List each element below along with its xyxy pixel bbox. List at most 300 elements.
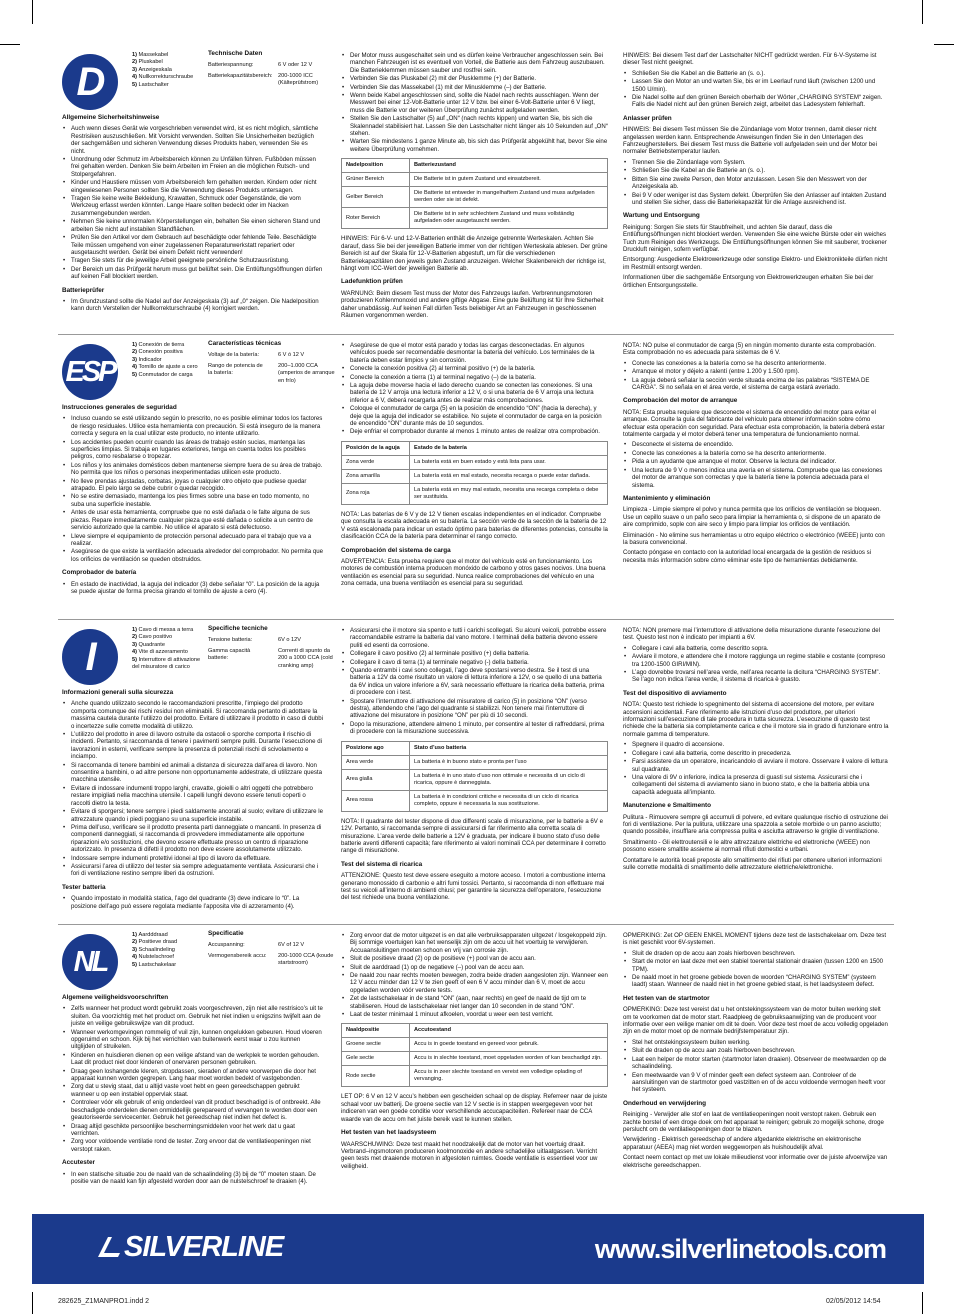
- part-label: Conexión positiva: [138, 349, 183, 356]
- part-item: [132, 932, 204, 939]
- table-header: Naaldpositie: [342, 1024, 410, 1038]
- part-number: 1): [132, 932, 139, 938]
- list-item: • De naald moet in het groene gebiede boven de woorden “CHARGING SYSTEM” (systeem laadt) staan. Wanneer de naald niet in het groene gebied staat, is het laadsysteem defect.: [623, 974, 889, 989]
- list-item: • Antes de usar esta herramienta, compruebe que no esté dañada o le falte alguna de sus piezas. Repare inmediatamente cualquier pieza que esté dañada o solicite a un centro de servicio autorizado que la cambie. No utilice el aparato si está defectuoso.: [62, 509, 324, 531]
- list-item: • Wanneer werkomgevingen rommelig of vuil zijn, kunnen ongelukken gebeuren. Houd vloeren opgeruimd en schoon. Kijk bij het verrichten van buitenwerk eerst waar u zou kunnen uitglijden of struikelen.: [62, 1029, 324, 1051]
- table-header: Stato d’uso batteria: [410, 741, 608, 755]
- part-number: 1): [132, 342, 139, 348]
- list-item: • Auch wenn dieses Gerät wie vorgeschrieben verwendet wird, ist es nicht möglich, sämtliche Restrisiken auszuschließen. Mit Vorsicht verwenden. Sollten Sie Unsicherheiten bezüglich der sachgemäßen und sicheren Verwendung dieses Produkts haben, verwenden Sie es nicht.: [62, 125, 324, 155]
- bullet-list: [62, 895, 324, 910]
- list-item: • En estado de inactividad, la aguja del indicador (3) debe señalar “0”. La posición de la aguja se puede ajustar de forma precisa girando el tornillo de ajuste a cero (4).: [62, 581, 324, 596]
- spec-value: 6V o 12V: [278, 637, 302, 644]
- part-number: 2): [132, 939, 139, 946]
- part-label: Vite di azzeramento: [138, 649, 188, 656]
- list-item: • Una lectura de 9 V o menos indica una avería en el sistema. Compruebe que las conexiones del motor de arranque son correctas y que la batería tiene la potencia adecuada para el sistema.: [623, 467, 889, 489]
- part-label: Nulstelschroef: [138, 954, 174, 961]
- part-number: 1): [132, 627, 139, 633]
- part-item: [132, 59, 204, 66]
- table-cell: Die Batterie ist in gutem Zustand und einsatzbereit.: [410, 173, 608, 187]
- crop-mark: [0, 44, 20, 45]
- part-item: [132, 364, 204, 371]
- part-item: [132, 52, 204, 59]
- bullet-list: [62, 1005, 324, 1153]
- table-row: [342, 769, 608, 790]
- list-item: • Conecte la conexión positiva (2) al terminal positivo (+) de la batería.: [341, 365, 608, 372]
- list-item: • Wenn beide Kabel angeschlossen sind, sollte die Nadel nach rechts ausschlagen. Wenn der Messwert bei einer 12-Volt-Batterie unter 12 V bzw. bei einer 6-Volt-Batterie unter 6 V liegt, muss die Batterie vor der weiteren Überprüfung zunächst aufgeladen werden.: [341, 92, 608, 114]
- section-divider: [58, 619, 894, 620]
- table-cell: Area gialla: [342, 769, 410, 790]
- part-number: 2): [132, 349, 139, 356]
- list-item: • Los niños y los animales domésticos deben mantenerse siempre fuera de su área de trabajo. No permita que los niños o personas inexperimentadas utilicen este producto.: [62, 462, 324, 477]
- part-label: Schaalindeling: [138, 946, 175, 953]
- list-item: • Asegúrese de que el motor está parado y todas las cargas desconectadas. En algunos vehículos puede ser recomendable desmontar la batería del vehículo. Los terminales de la batería deben estar limpios y sin corrosión.: [341, 342, 608, 364]
- spec-value: 200-1000 ICC (Kälteprüfstrom): [278, 72, 319, 87]
- list-item: • Arranque el motor y déjelo a ralentí (entre 1.200 y 1.500 rpm).: [623, 368, 889, 375]
- table-header: Batteriezustand: [410, 159, 608, 173]
- list-item: • Farsi assistere da un operatore, incaricandolo di avviare il motore. Osservare il valore di lettura sul quadrante.: [623, 758, 889, 773]
- specifications: [208, 625, 336, 673]
- battery-status-table: [341, 158, 608, 229]
- list-item: • Indossare sempre indumenti protettivi idonei al tipo di lavoro da effettuare.: [62, 855, 324, 862]
- list-item: • No se estire demasiado, mantenga los pies firmes sobre una base en todo momento, no suba una superficie inestable.: [62, 493, 324, 508]
- section-heading: Informazioni generali sulla sicurezza: [62, 689, 174, 696]
- table-cell: Zona verde: [342, 455, 410, 469]
- parts-and-specs: [62, 623, 333, 683]
- paragraph: Eliminación - No elimine sus herramientas u otro equipo eléctrico o electrónico (WEEE) junto con la basura convencional.: [623, 531, 885, 546]
- table-header: Nadelposition: [342, 159, 410, 173]
- table-cell: Groene sectie: [342, 1038, 410, 1052]
- bullet-list: [341, 342, 608, 436]
- parts-list: [132, 932, 204, 969]
- specifications: [208, 930, 336, 971]
- specs-title: Specificatie: [208, 930, 244, 937]
- table-row: [342, 208, 608, 229]
- parts-list: [132, 52, 204, 89]
- table-header: Accutoestand: [410, 1024, 608, 1038]
- bullet-list: [62, 700, 324, 877]
- list-item: • Una valore di 9V o inferiore, indica la presenza di guasti sul sistema. Assicurarsi che i collegamenti del sistema di avviamento siano in buono stato, e che la batteria abbia una capacità adeguata all’impianto.: [623, 774, 889, 796]
- list-item: • Zet de lastschakelaar in de stand “ON” (aan, naar rechts) en geef de naald de tijd om te stabiliseren. Houd de lastschakelaar niet langer dan 10 seconden in de stand “ON”.: [341, 995, 608, 1010]
- spec-row: [208, 953, 336, 968]
- paragraph: Reiniging - Verwijder alle stof en laat de ventilatieopeningen nooit verstopt raken. Gebruik een zachte borstel of een droge doek om het apparaat te reinigen; gebruik zo mogelijk schone, droge perslucht om de ventilatieopeningen door te blazen.: [623, 1111, 884, 1133]
- list-item: • La aguja deberá señalar la sección verde situada encima de las palabras “SISTEMA DE CARGA”. Si no señala en el área verde, el sistema de carga estará averiado.: [623, 377, 889, 392]
- section-heading: Comprobación del motor de arranque: [623, 397, 738, 405]
- specs-title: Características técnicas: [208, 340, 282, 347]
- list-item: • In een statische situatie zou de naald van de schaalindeling (3) bij de “0” moeten staan. De positie van de naald kan fijn afgesteld worden door aan de nulstelschroef te draaien (4).: [62, 1171, 324, 1186]
- column-3: [623, 342, 889, 567]
- table-row: [342, 1066, 608, 1087]
- part-label: Positieve draad: [138, 939, 178, 946]
- section-heading: Comprobación del sistema de carga: [341, 546, 451, 554]
- parts-and-specs: [62, 928, 334, 988]
- section-dutch: [58, 928, 894, 1210]
- bullet-list: [623, 950, 889, 989]
- paragraph: WAARSCHUWING: Deze test maakt het noodzakelijk dat de motor van het voertuig draait. Verbrand–ingsmotoren produceren koolmonoxide en andere schadelijke uitlaatgassen. Verricht geen tests met draaiende motoren in afgesloten ruimtes. Goede ventilatie is essentieel voor uw veiligheid.: [341, 1140, 598, 1170]
- spec-label: Batteriespannung:: [208, 62, 254, 69]
- paragraph: WARNUNG: Beim diesem Test muss der Motor des Fahrzeugs laufen. Verbrennungsmotoren produzieren Kohlenmonoxid und andere giftige Abgase. Eine gute Belüftung ist für Ihre Sicherheit daher unabdässig. Auf keinen Fall dürfen Tests beliebiger Art an Fahrzeugen in geschlossenen Räumen vorgenommen werden.: [341, 289, 604, 319]
- spec-value: 6 V oder 12 V: [278, 62, 313, 69]
- list-item: • Kinder und Haustiere müssen vom Arbeitsbereich fern gehalten werden. Kindern oder nicht eingewiesenen Personen sollten Sie die Verwendung dieses Produkts untersagen.: [62, 179, 324, 194]
- language-badge: D: [62, 54, 118, 110]
- logo-text: SILVERLINE: [124, 1231, 284, 1263]
- list-item: • No lleve prendas ajustadas, corbatas, joyas o cualquier otro objeto que pudiese quedar atrapado. El pelo largo se debe cubrir o quedar recogido.: [62, 478, 324, 493]
- section-heading: Ladefunktion prüfen: [341, 278, 403, 286]
- list-item: • Tragen Sie stets für die jeweilige Arbeit geeignete persönliche Schutzausrüstung.: [62, 257, 324, 264]
- silverline-logo-icon: [94, 1233, 124, 1263]
- table-row: [342, 187, 608, 208]
- list-item: • Pida a un ayudante que arranque el motor. Observe la lectura del indicador.: [623, 458, 889, 465]
- part-label: Pluskabel: [138, 59, 163, 66]
- table-row: [342, 483, 608, 504]
- crop-mark: [32, 0, 33, 24]
- list-item: • Deje enfriar el comprobador durante al menos 1 minuto antes de realizar otra comprobación.: [341, 428, 608, 435]
- list-item: • Laat een helper de motor starten (startmotor laten draaien). Observeer de meetwaarden op de schaalindeling.: [623, 1056, 889, 1071]
- table-row: [342, 469, 608, 483]
- paragraph: Reinigung: Sorgen Sie stets für Staubfreiheit, und achten Sie darauf, dass die Entlüftungsöffnungen nicht blockiert werden. Verwenden Sie eine weiche Bürste oder ein weiches Tuch zum Reinigen des Werkzeugs. Die Entlüftungsöffnungen können Sie mit sauberer, trockener Druckluft reinigen, sofern verfügbar.: [623, 223, 887, 253]
- list-item: • L’utilizzo del prodotto in aree di lavoro ostruite da ostacoli o sporche comporta il rischio di incidenti. Pertanto, si raccomanda di tenere i pavimenti sempre puliti. Durante l’esecuzione di lavorazioni in esterni, verificare sempre la presenza di potenziali rischi di scivolamento e inciampo.: [62, 731, 324, 761]
- list-item: • Draag geen loshangende kleren, stropdassen, sieraden of andere voorwerpen die door het apparaat kunnen worden gegrepen. Lang haar moet worden bedekt of vastgebonden.: [62, 1068, 324, 1083]
- list-item: • Laat de tester minimaal 1 minuut afkoelen, voordat u weer een test verricht.: [341, 1011, 608, 1018]
- table-cell: Gele sectie: [342, 1052, 410, 1066]
- bullet-list: [62, 581, 324, 596]
- paragraph: Informationen über die sachgemäße Entsorgung von Elektrowerkzeugen erhalten Sie bei der örtlichen Entsorgungsstelle.: [623, 274, 874, 289]
- part-number: 3): [132, 946, 139, 953]
- column-3: [623, 932, 889, 1172]
- part-number: 4): [132, 74, 139, 81]
- paragraph: OPMERKING: Zet OP GEEN ENKEL MOMENT tijdens deze test de lastschakelaar om. Deze test is niet geschikt voor 6V-systemen.: [623, 932, 887, 947]
- section-heading: Anlasser prüfen: [623, 114, 672, 122]
- list-item: • Schließen Sie die Kabel an die Batterie an (s. o.).: [623, 167, 889, 174]
- part-label: Indicador: [138, 356, 162, 363]
- table-cell: Gelber Bereich: [342, 187, 410, 208]
- list-item: • Bei 9 V oder weniger ist das System defekt. Überprüfen Sie den Anlasser auf intakten Zustand und stellen Sie sicher, dass die Batteriekapazität für die Anlage ausreichend ist.: [623, 192, 889, 207]
- table-row: [342, 173, 608, 187]
- section-heading: Onderhoud en verwijdering: [623, 1099, 707, 1107]
- list-item: • La aguja debe moverse hacia el lado derecho cuando se conecten las conexiones. Si una batería de 12 V arroja una lectura inferior a 12 V, o si una batería de 6 V arroja una lectura inferior a 6 V, deberá recargarla antes de realizar más comprobaciones.: [341, 382, 608, 404]
- column-2: [341, 627, 608, 905]
- spec-value: 200–1.000 CCA (amperios de arranque en frío): [278, 362, 335, 384]
- battery-status-table: [341, 1023, 608, 1087]
- print-date-slug: 02/05/2012 14:54: [826, 1298, 881, 1305]
- table-cell: Grüner Bereich: [342, 173, 410, 187]
- list-item: • Collegare i cavi alla batteria, come descritto sopra.: [623, 645, 889, 652]
- list-item: • Sluit de aarddraad (1) op de negatieve (–) pool van de accu aan.: [341, 964, 608, 971]
- bullet-list: [62, 415, 324, 563]
- section-german: [58, 48, 894, 330]
- crop-mark: [934, 44, 954, 45]
- paragraph: Pulitura - Rimuovere sempre gli accumuli di polvere, ed evitare qualunque rischio di ostruzione dei fori di ventilazione. Per la pulitura, utilizzare una spazzola a setole morbide o un panno asciutto; quando possibile, insufflare aria compressa pulita e asciutta attraverso le griglie di ventilazione.: [623, 813, 888, 836]
- list-item: • Los accidentes pueden ocurrir cuando las áreas de trabajo estén sucias, mantenga las superficies limpias. Si trabaja en lugares exteriores, tenga en cuenta todos los posibles peligros, como resbalarse o tropezar.: [62, 439, 324, 461]
- list-item: • Evitare di indossare indumenti troppo larghi, cravatte, gioielli o altri oggetti che potrebbero restare impigliati nella macchina utensile. I capelli lunghi devono essere tenuti coperti o raccolti dietro la testa.: [62, 785, 324, 807]
- crop-mark: [922, 1292, 923, 1314]
- spec-label: Batteriekapazitätsbereich:: [208, 72, 273, 79]
- crop-mark: [922, 0, 923, 24]
- list-item: • Prüfen Sie den Artikel vor dem Gebrauch auf beschädigte oder fehlende Teile. Beschädigte Teile müssen umgehend von einer zugelassenen Reparaturwerkstatt repariert oder ausgetauscht werden. Gerät bei einem Defekt nicht verwenden!: [62, 234, 324, 256]
- list-item: • Der Motor muss ausgeschaltet sein und es dürfen keine Verbraucher angeschlossen sein. Bei manchen Fahrzeugen ist es eventuell von Vorteil, die Batterie aus dem Fahrzeug auszubauen. Die Batterieklemmen müssen sauber und rostfrei sein.: [341, 52, 608, 74]
- bullet-list: [62, 298, 324, 313]
- bullet-list: [623, 1039, 889, 1094]
- part-number: 4): [132, 649, 139, 656]
- table-cell: La batería está en buen estado y está lista para usar.: [410, 455, 608, 469]
- part-label: Lastschakelaar: [138, 961, 177, 968]
- paragraph: OPMERKING: Deze test vereist dat u het ontstekingssysteem van de motor buiten werking stelt om te voorkomen dat de motor start. Raadpleeg de gebruiksaanwijzing van de producent voor informatie over een veilige manier om dit te doen. Voor deze test moet de accu volledig opgeladen zijn en de motor moet op de normale bedrijfstemperatuur zijn.: [623, 1006, 888, 1036]
- battery-status-table: [341, 441, 608, 505]
- paragraph: NOTA: Il quadrante del tester dispone di due differenti scale di misurazione, per le batterie a 6V e 12V. Pertanto, si raccomanda sempre di assicurarsi di far riferimento alla corretta scala di misurazione. L’area verde delle batterie a 12V è graduata, per indicare il buono stato d’uso delle batterie aventi differenti capacità; fare riferimento ai valori nominali CCA per determinare il corretto range di misurazione.: [341, 817, 606, 855]
- specs-title: Specifiche tecniche: [208, 625, 268, 632]
- paragraph: Smaltimento - Gli elettroutensili e le altre attrezzature elettriche ed elettroniche (WEEE) non possono essere smaltite assieme ai normali rifiuti domestici e urbani.: [623, 838, 870, 854]
- list-item: • Collegare i cavi alla batteria, come descritto in precedenza.: [623, 750, 889, 757]
- table-row: [342, 790, 608, 811]
- spec-row: [208, 363, 336, 385]
- table-header: Posición de la aguja: [342, 441, 410, 455]
- bullet-list: [623, 70, 889, 109]
- part-label: Lastschalter: [138, 81, 169, 88]
- spec-row: [208, 637, 336, 644]
- part-number: 5): [132, 371, 139, 378]
- parts-list: [132, 342, 204, 379]
- part-number: 3): [132, 356, 139, 363]
- part-number: 2): [132, 634, 139, 641]
- list-item: • Tragen Sie keine weite Bekleidung, Krawatten, Schmuck oder Gegenstände, die vom Werkzeug erfasst werden könnten. Lange Haare sollten bedeckt oder im Nacken zusammengebunden werden.: [62, 195, 324, 217]
- part-number: 2): [132, 59, 139, 66]
- list-item: • Zorg voor voldoende ventilatie rond de tester. Zorg ervoor dat de ventilatieopeningen niet verstopt raken.: [62, 1138, 324, 1153]
- section-heading: Allgemeine Sicherheitshinweise: [62, 114, 160, 121]
- paragraph: LET OP: 6 V en 12 V accu’s hebben een gescheiden schaal op de display. Referreer naar de juiste schaal voor uw batterij. De groene sectie van 12 V sectie is in stappen weergegeven voor het indiceren van een goede conditie voor verschillende accucapaciteiten. Refereer naar de CCA waarde van de accu om het juiste bereik vast te kunnen stellen.: [341, 1093, 608, 1123]
- spec-row: [208, 352, 336, 359]
- spec-value: 6 V ó 12 V: [278, 352, 305, 359]
- list-item: • Sluit de draden op de accu aan zoals hierboven beschreven.: [623, 1047, 889, 1054]
- column-3: [623, 627, 889, 874]
- list-item: • Stellen Sie den Lastschalter (5) auf „ON“ (nach rechts kippen) und warten Sie, bis sich die Skalennadel stabilisiert hat. Lassen Sie den Lastschalter nicht länger als 10 Sekunden auf „ON“ stehen.: [341, 115, 608, 137]
- list-item: • Unordnung oder Schmutz im Arbeitsbereich können zu Unfällen führen. Fußböden müssen frei gehalten werden. Denken Sie beim Arbeiten im Freien an die möglichen Rutsch- und Stolpergefahren.: [62, 156, 324, 178]
- paragraph: NOTA: NO pulse el conmutador de carga (5) en ningún momento durante esta comprobación. Esta comprobación no es adecuada para sistemas de 6 V.: [623, 342, 876, 357]
- column-1: [62, 928, 334, 1186]
- list-item: • Draag altijd geschikte persoonlijke beschermingsmiddelen voor het werk dat u gaat verrichten.: [62, 1123, 324, 1138]
- language-badge: I: [62, 629, 118, 685]
- table-cell: Die Batterie ist entweder in mangelhaftem Zustand und muss aufgeladen werden oder sie ist defekt.: [410, 187, 608, 208]
- list-item: • Dopo la misurazione, attendere almeno 1 minuto, per consentire al tester di raffreddarsi, prima di procedere con la misurazione successiva.: [341, 721, 608, 736]
- section-heading: Tester batteria: [62, 883, 106, 891]
- specifications: [208, 340, 336, 388]
- language-badge: NL: [62, 934, 118, 990]
- specs-title: Technische Daten: [208, 50, 263, 57]
- spec-row: [208, 648, 336, 670]
- section-heading: Wartung und Entsorgung: [623, 212, 700, 220]
- paragraph: ADVERTENCIA: Esta prueba requiere que el motor del vehículo esté en funcionamiento. Los motores de combustión interna producen monóxido de carbono y otros gases nocivos. Una buena ventilación es esencial para su seguridad. Nunca realice comprobaciones del vehículo en una zona cerrada, una buena ventilación es esencial para su seguridad.: [341, 557, 606, 588]
- list-item: • Assicurarsi l’area di utilizzo del tester sia sempre adeguatamente ventilata. Assicurarsi che i fori di ventilazione restino sempre liberi da ostruzioni.: [62, 863, 324, 878]
- website-url[interactable]: www.silverlinetools.com: [594, 1234, 886, 1264]
- part-label: Interruttore di attivazione del misuratore di carico: [132, 656, 201, 671]
- list-item: • Een meetwaarde van 9 V of minder geeft een defect systeem aan. Controleer of de aansluitingen van de startmotor goed vastzitten en of de accu voldoende vermogen heeft voor het systeem.: [623, 1072, 889, 1094]
- list-item: • Avviare il motore, e attendere che il motore raggiunga un regime stabile e costante (compreso tra 1200-1500 GIRI/MIN).: [623, 653, 889, 668]
- table-cell: Accu is in goede toestand en gereed voor gebruik.: [410, 1038, 608, 1052]
- spec-row: [208, 942, 336, 949]
- list-item: • Zorg dat u stevig staat, dat u altijd vaste voet hebt en geen gereedschappen gebruikt wanneer u op een instabiel oppervlak staat.: [62, 1083, 324, 1098]
- language-badge: ESP: [62, 344, 118, 400]
- bullet-list: [623, 645, 889, 684]
- parts-and-specs: [62, 338, 335, 398]
- part-item: [132, 939, 204, 946]
- column-2: [341, 342, 608, 591]
- specifications: [208, 50, 336, 91]
- column-3: [623, 52, 889, 292]
- list-item: • Collegare il cavo di terra (1) al terminale negativo (-) della batteria.: [341, 659, 608, 666]
- part-label: Conexión de tierra: [138, 342, 185, 348]
- list-item: • Start de motor en laat deze met een stabiel toerental stationair draaien (tussen 1200 en 1500 TPM).: [623, 958, 889, 973]
- list-item: • Kinderen en huisdieren dienen op een veilige afstand van de werkplek te worden gehouden. Laat dit product niet door kinderen of onervaren personen gebruiken.: [62, 1052, 324, 1067]
- part-number: 1): [132, 52, 139, 58]
- list-item: • Zorg ervoor dat de motor uitgezet is en dat alle verbruiksapparaten uitgezet / losgekoppeld zijn. Bij sommige voertuigen kan het wenselijk zijn om de accu uit het voertuig te verwijderen. Accuaansluitingen moeten schoon en vrij van corrosie zijn.: [341, 932, 608, 954]
- list-item: • Spegnere il quadro di accensione.: [623, 741, 889, 748]
- battery-status-table: [341, 741, 608, 812]
- section-spanish: [58, 338, 894, 616]
- list-item: • Im Grundzustand sollte die Nadel auf der Anzeigeskala (3) auf „0“ zeigen. Die Nadelposition kann durch Verstellen der Nullkorrekturschraube (4) korrigiert werden.: [62, 298, 324, 313]
- part-item: [132, 962, 204, 969]
- silverline-logo: [94, 1231, 283, 1264]
- column-2: [341, 52, 608, 322]
- list-item: • Trennen Sie die Zündanlage vom System.: [623, 159, 889, 166]
- section-heading: Het testen van het laadsysteem: [341, 1129, 437, 1137]
- list-item: • Lleve siempre el equipamiento de protección personal adecuado para el trabajo que va a realizar.: [62, 533, 324, 548]
- column-1: [62, 48, 324, 314]
- section-heading: Manutenzione e Smaltimento: [623, 802, 712, 810]
- table-row: [342, 1038, 608, 1052]
- table-header: Posizione ago: [342, 741, 410, 755]
- list-item: • Si raccomanda di tenere bambini ed animali a distanza di sicurezza dall’area di lavoro. Non consentire a bambini, o ad altre persone non opportunamente addestrate, di utilizzare questa macchina utensile.: [62, 762, 324, 784]
- column-2: [341, 932, 608, 1173]
- part-item: [132, 657, 204, 672]
- column-1: [62, 338, 335, 596]
- table-cell: Rode sectie: [342, 1066, 410, 1087]
- paragraph: HINWEIS: Bei diesem Test darf der Lastschalter NICHT gedrückt werden. Für 6-V-Systeme ist dieser Test nicht geeignet.: [623, 52, 877, 67]
- spec-label: Vermogensbereik accu:: [208, 952, 267, 959]
- list-item: • Zelfs wanneer het product wordt gebruikt zoals voorgeschreven, zijn niet alle restrisico’s uit te sluiten. Ga voorzichtig met het product om. Gebruik het niet indien u enigszins twijfelt aan de juiste en veilige gebruikswijze van dit product.: [62, 1005, 324, 1027]
- part-label: Anzeigeskala: [138, 66, 172, 73]
- list-item: • Conecte la conexión a tierra (1) al terminal negativo (–) de la batería.: [341, 374, 608, 381]
- part-item: [132, 634, 204, 641]
- part-label: Nullkorrekturschraube: [138, 74, 194, 81]
- parts-list: [132, 627, 204, 671]
- list-item: • Incluso cuando se esté utilizando según lo prescrito, no es posible eliminar todos los factores de riesgo residuales. Utilice esta herramienta con precaución. Si está inseguro de la manera correcta y segura en la cual utilizar este producto, no intente utilizarlo.: [62, 415, 324, 437]
- bullet-list: [341, 932, 608, 1018]
- list-item: • Schließen Sie die Kabel an die Batterie an (s. o.).: [623, 70, 889, 77]
- paragraph: HINWEIS: Für 6-V- und 12-V-Batterien enthält die Anzeige getrennte Werteskalen. Achten Sie darauf, dass Sie bei der jeweiligen Batterie immer von der richtigen Werteskala ablesen. Der grüne Bereich ist auf der Skala für 12-V-Batterien abgestuft, um für die verschiedenen Batteriekapazitäten den jeweils guten Zustand anzuzeigen. Welcher Skalenbereich der richtige ist, hängt vom ICC-Wert der jeweiligen Batterie ab.: [341, 235, 608, 272]
- list-item: • Collegare il cavo positivo (2) al terminale positivo (+) della batteria.: [341, 650, 608, 657]
- table-header: Estado de la batería: [410, 441, 608, 455]
- list-item: • Assicurarsi che il motore sia spento e tutti i carichi scollegati. Su alcuni veicoli, potrebbe essere raccomandabile estrarre la batteria dal vano motore. I terminali della batteria devono essere puliti ed esenti da corrosione.: [341, 627, 608, 649]
- paragraph: Limpieza - Limpie siempre el polvo y nunca permita que los orificios de ventilación se bloqueen. Use un cepillo suave o un paño seco para limpiar la herramienta o, si dispone de un aparato de aire comprimido, sople con aire seco y limpio para limpiar los orificios de ventilación.: [623, 506, 882, 529]
- paragraph: NOTA: Questo test richiede lo spegnimento del sistema di accensione del motore, per evitare accensioni accidentali. Fare riferimento alle istruzioni d’uso del produttore, per ulteriori informazioni sull’esecuzione di tale procedura in tutta sicurezza. L’esecuzione di questo test richiede che la batteria sia completamente carica e che il motore sia in grado di funzionare entro la normale gamma di temperature.: [623, 701, 889, 738]
- list-item: • Stel het ontstekingssysteem buiten werking.: [623, 1039, 889, 1046]
- table-cell: La batería está en muy mal estado, necesita una recarga completa o debe ser sustituida.: [410, 483, 608, 504]
- spec-row: [208, 62, 336, 69]
- bullet-list: [341, 52, 608, 153]
- list-item: • Conecte las conexiones a la batería como se ha descrito anteriormente.: [623, 450, 889, 457]
- list-item: • Sluit de draden op de accu aan zoals hierboven beschreven.: [623, 950, 889, 957]
- part-number: 3): [132, 66, 139, 73]
- list-item: • Lassen Sie den Motor an und warten Sie, bis er im Leerlauf rund läuft (zwischen 1200 und 1500 U/min).: [623, 78, 889, 93]
- part-item: [132, 67, 204, 74]
- list-item: • Warten Sie mindestens 1 ganze Minute ab, bis sich das Prüfgerät abgekühlt hat, bevor Sie eine weitere Überprüfung vornehmen.: [341, 138, 608, 153]
- table-cell: Area verde: [342, 755, 410, 769]
- table-cell: La batteria è in condizioni critiche e necessita di un ciclo di ricarica completo, oppure è necessaria la sua sostituzione.: [410, 790, 608, 811]
- paragraph: Contacto póngase en contacto con la autoridad local encargada de la gestión de residuos si necesita más información sobre cómo eliminar este tipo de herramientas debidamente.: [623, 549, 871, 564]
- part-item: [132, 74, 204, 81]
- bullet-list: [623, 741, 889, 796]
- table-row: [342, 755, 608, 769]
- part-label: Aardddraad: [138, 932, 168, 938]
- list-item: • De naald zou naar rechts moeten bewegen, zodra beide draden aangesloten zijn. Wanneer een 12 V accu minder dan 12 V te zien geeft of een 6 V accu minder dan 6 V, moet de accu opgeladen worden vóór verdere tests.: [341, 972, 608, 994]
- spec-label: Tensione batteria:: [208, 637, 253, 644]
- bullet-list: [623, 159, 889, 206]
- list-item: • Evitare di sporgersi; tenere sempre i piedi saldamente ancorati al suolo; evitare di utilizzare le attrezzature quando i piedi poggiano su una superficie instabile.: [62, 808, 324, 823]
- spec-label: Gamma capacità batterie:: [208, 647, 251, 662]
- section-divider: [58, 924, 894, 925]
- paragraph: NOTA: Esta prueba requiere que desconecte el sistema de encendido del motor para evitar el arranque. Consulte la guía del fabricante del vehículo para obtener información sobre cómo efectuar esta operación con seguridad. Para efectuar esta comprobación, la batería deberá estar totalmente cargada y el motor deberá tener una temperatura de funcionamiento normal.: [623, 408, 885, 439]
- spec-label: Accuspanning:: [208, 942, 245, 949]
- part-label: Cavo positivo: [138, 634, 173, 641]
- part-item: [132, 627, 204, 634]
- spec-value: Correnti di spunto da 200 a 1000 CCA (cold cranking amp): [278, 647, 333, 669]
- table-row: [342, 455, 608, 469]
- table-cell: Zona roja: [342, 483, 410, 504]
- paragraph: Verwijdering - Elektrisch gereedschap of andere afgedankte elektrische en elektronische apparatuur (AEEA) mag niet worden weggeworpen als huishoudelijk afval.: [623, 1136, 862, 1151]
- part-label: Cavo di messa a terra: [138, 627, 194, 633]
- part-item: [132, 947, 204, 954]
- bullet-list: [623, 360, 889, 392]
- part-item: [132, 82, 204, 89]
- paragraph: ATTENZIONE: Questo test deve essere eseguito a motore acceso. I motori a combustione interna generano monossido di carbonio e altri fumi tossici. Pertanto, si raccomanda di non effettuare mai test su veicoli all’interno di ambienti chiusi; per garantire la sicurezza dell’operatore, l’esecuzione del test richiede una buona ventilazione.: [341, 872, 606, 902]
- table-cell: Area rossa: [342, 790, 410, 811]
- section-divider: [58, 334, 894, 335]
- list-item: • Die Nadel sollte auf den grünen Bereich oberhalb der Wörter „CHARGING SYSTEM“ zeigen. Falls die Nadel nicht auf den grünen Bereich zeigt, arbeitet das Ladesystem fehlerhaft.: [623, 94, 889, 109]
- list-item: • Sluit de positieve draad (2) op de positieve (+) pool van de accu aan.: [341, 955, 608, 962]
- paragraph: Contattare le autorità locali preposte allo smaltimento dei rifiuti per ottenere ulteriori informazioni sulle corrette modalità di smaltimento delle attrezzature elettriche/elettroniche.: [623, 856, 882, 871]
- spec-value: 200-1000 CCA (koude startstroom): [278, 952, 334, 967]
- part-label: Conmutador de carga: [138, 371, 193, 378]
- list-item: • Verbinden Sie das Massekabel (1) mit der Minusklemme (–) der Batterie.: [341, 84, 608, 91]
- list-item: • Controleer vóór elk gebruik of enig onderdeel van dit product beschadigd is of ontbreekt. Alle beschadigde onderdelen dienen onmiddellijk gerepareerd of vervangen te worden door een geautoriseerde servicecenter. Gebruik het gereedschap niet indien het defect is.: [62, 1099, 324, 1121]
- section-heading: Instrucciones generales de seguridad: [62, 404, 177, 411]
- section-heading: Test del dispositivo di avviamento: [623, 689, 727, 697]
- part-item: [132, 357, 204, 364]
- part-item: [132, 342, 204, 349]
- table-cell: La batteria è in uno stato d’uso non ottimale e necessita di un ciclo di ricarica, oppure è danneggiata.: [410, 769, 608, 790]
- part-label: Tornillo de ajuste a cero: [138, 364, 198, 371]
- part-item: [132, 372, 204, 379]
- section-heading: Mantenimiento y eliminación: [623, 494, 711, 502]
- paragraph: NOTA: NON premere mai l’interruttore di attivazione della misurazione durante l’esecuzione del test. Questo test non è indicato per impianti a 6V.: [623, 627, 880, 642]
- paragraph: HINWEIS: Bei diesem Test müssen Sie die Zündanlage vom Motor trennen, damit dieser nicht angelassen werden kann. Entsprechende Anweisungen finden Sie in den Unterlagen des Fahrzeugherstellers. Bei diesem Test muss die Batterie voll aufgeladen sein und der Motor bei normaler Betriebstemperatur laufen.: [623, 126, 877, 156]
- spec-label: Rango de potencia de la batería:: [208, 362, 263, 377]
- part-item: [132, 649, 204, 656]
- section-italian: [58, 623, 894, 921]
- footer-banner: [32, 1214, 924, 1284]
- paragraph: Entsorgung: Ausgediente Elektrowerkzeuge oder sonstige Elektro- und Elektronikteile dürfen nicht im Restmüll entsorgt werden.: [623, 256, 888, 271]
- paragraph: Contact neem contact op met uw lokale milieudienst voor informatie over de juiste afvoerwijze van elektrische gereedschappen.: [623, 1154, 888, 1169]
- list-item: • Coloque el conmutador de carga (5) en la posición de encendido “ON” (hacia la derecha), y deje que la aguja del indicador se estabilice. No sujete el conmutador de carga en la posición de encendido “ON” durante más de 10 segundos.: [341, 405, 608, 427]
- section-heading: Het testen van de startmotor: [623, 994, 710, 1002]
- part-number: 4): [132, 954, 139, 961]
- part-number: 4): [132, 364, 139, 371]
- part-item: [132, 349, 204, 356]
- table-cell: La batería está en mal estado, necesita recarga o puede estar dañada.: [410, 469, 608, 483]
- print-file-slug: 282625_Z1MANPRO1.indd 2: [58, 1298, 150, 1305]
- section-heading: Algemene veiligheidsvoorschriften: [62, 994, 169, 1001]
- list-item: • Prima dell’uso, verificare se il prodotto presenta parti danneggiate o mancanti. In presenza di componenti danneggiati, si raccomanda di provvedere immediatamente alle opportune riparazioni e/o sostituzioni, che devono essere effettuate presso un centro di riparazione autorizzato. In presenza di difetti il prodotto non deve essere assolutamente utilizzato.: [62, 824, 324, 854]
- list-item: • Spostare l’interruttore di attivazione del misuratore di carico (5) in posizione “ON” (verso destra), attendendo che l’ago del quadrante si stabilizzi. Non tenere mai l’interruttore di attivazione del misuratore in posizione “ON” per più di 10 secondi.: [341, 698, 608, 720]
- table-cell: Roter Bereich: [342, 208, 410, 229]
